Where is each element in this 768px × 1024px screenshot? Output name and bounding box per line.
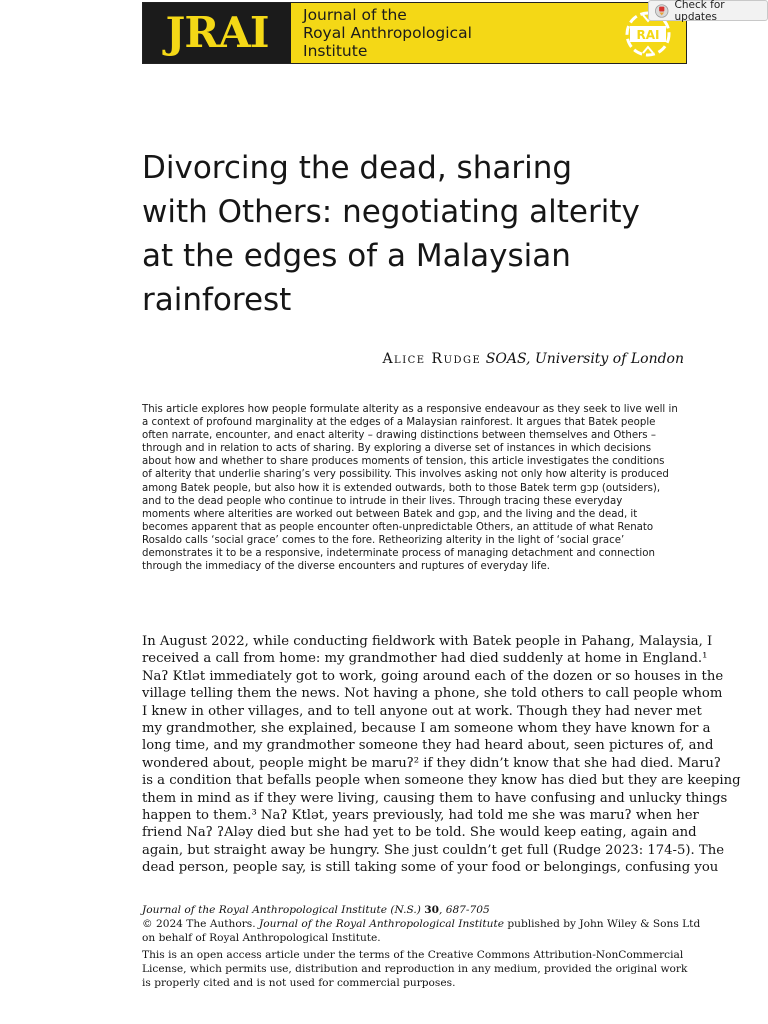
title-line: Divorcing the dead, sharing (142, 150, 573, 186)
body-line: my grandmother, she explained, because I am someone whom they have known for a (142, 721, 711, 737)
abstract-line: of alterity that underlie sharing’s very possibility. This involves asking not only how alterity is produced (142, 469, 669, 481)
abstract-line: Rosaldo calls ‘social grace’ comes to the fore. Retheorizing alterity in the light of ‘social grace’ (142, 534, 625, 546)
check-for-updates-button[interactable] (648, 0, 768, 21)
abstract (142, 403, 687, 573)
body-line: Naʔ Ktlət immediately got to work, going around each of the dozen or so houses in the (142, 668, 724, 684)
citation-journal: Journal of the Royal Anthropological Institute (N.S.) (142, 904, 421, 916)
body-line: happen to them.³ Naʔ Ktlət, years previously, had told me she was maruʔ when her (142, 808, 699, 824)
license-line: License, which permits use, distribution and reproduction in any medium, provided the original work (142, 963, 688, 976)
abstract-line: often narrate, encounter, and enact alterity – drawing distinctions between themselves and Others – (142, 430, 656, 442)
footer (142, 904, 701, 991)
title-line: at the edges of a Malaysian (142, 238, 571, 274)
copyright-line (142, 917, 701, 932)
crossmark-icon (655, 4, 669, 18)
body-line: I knew in other villages, and to tell anyone out at work. Though they had never met (142, 703, 702, 719)
abstract-line: through and in relation to acts of sharing. By exploring a diverse set of instances in which decisions (142, 443, 652, 455)
journal-name (303, 6, 472, 60)
copyright-suffix: published by John Wiley & Sons Ltd (507, 917, 701, 930)
rai-emblem-text: RAI (636, 28, 660, 42)
journal-name-line: Journal of the (303, 6, 407, 24)
license-line: This is an open access article under the terms of the Creative Commons Attribution-NonCommercial (142, 949, 684, 962)
body-line: long time, and my grandmother someone they had heard about, seen pictures of, and (142, 738, 714, 754)
copyright-prefix: © 2024 The Authors. (142, 917, 256, 930)
abstract-line: demonstrates it to be a responsive, indeterminate process of managing detachment and connection (142, 548, 655, 560)
author-affiliation: SOAS, University of London (485, 351, 684, 367)
title-line: rainforest (142, 282, 292, 318)
body-line: received a call from home: my grandmother had died suddenly at home in England.¹ (142, 651, 708, 667)
body-line: village telling them the news. Not having a phone, she told others to call people whom (142, 686, 723, 702)
abstract-line: a context of profound marginality at the edges of a Malaysian rainforest. It argues that Batek people (142, 417, 656, 429)
abstract-line: about how and whether to share produces moments of tension, this article investigates the conditions (142, 456, 665, 468)
copyright-journal: Journal of the Royal Anthropological Institute (259, 917, 504, 930)
body-line: wondered about, people might be maruʔ² if they didn’t know that she had died. Maruʔ (142, 755, 721, 771)
check-for-updates-label: Check for updates (674, 0, 725, 23)
journal-name-line: Institute (303, 42, 368, 60)
abstract-line: through the immediacy of the diverse encounters and ruptures of everyday life. (142, 561, 550, 573)
journal-logo-text: JRAI (165, 8, 269, 57)
body-text (142, 633, 741, 877)
article-title (142, 146, 702, 322)
journal-name-line: Royal Anthropological (303, 24, 472, 42)
body-line: friend Naʔ ʔAləy died but she had yet to be told. She would keep eating, again and (142, 825, 697, 841)
abstract-line: moments where alterities are worked out between Batek and gɔp, and the living and the dead, it (142, 508, 638, 520)
citation-volume: 30 (424, 904, 439, 916)
behalf-line: on behalf of Royal Anthropological Institute. (142, 931, 381, 944)
body-line: In August 2022, while conducting fieldwork with Batek people in Pahang, Malaysia, I (142, 634, 713, 649)
citation-line (142, 904, 687, 918)
journal-logo (143, 3, 291, 63)
abstract-line: among Batek people, but also how it is extended outwards, both to those Batek term gɔp (outsiders), (142, 482, 661, 494)
author-line (382, 351, 684, 367)
journal-banner (142, 2, 687, 64)
abstract-line: and to the dead people who continue to intrude in their lives. Through tracing these everyday (142, 495, 623, 507)
body-line: is a condition that befalls people when someone they know has died but they are keeping (142, 773, 741, 789)
citation-pages: , 687-705 (438, 904, 490, 916)
abstract-line: This article explores how people formulate alterity as a responsive endeavour as they seek to live well in (142, 404, 678, 415)
abstract-line: becomes apparent that as people encounter often-unpredictable Others, an attitude of what Renato (142, 521, 654, 533)
license-line: is properly cited and is not used for commercial purposes. (142, 976, 456, 989)
title-line: with Others: negotiating alterity (142, 194, 640, 230)
body-line: them in mind as if they were living, causing them to have confusing and unlucky things (142, 790, 728, 806)
body-line: again, but straight away be hungry. She just couldn’t get full (Rudge 2023: 174-5). The (142, 842, 725, 858)
author-name: Alice Rudge (382, 351, 482, 367)
body-line: dead person, people say, is still taking some of your food or belongings, confusing you (142, 860, 719, 876)
